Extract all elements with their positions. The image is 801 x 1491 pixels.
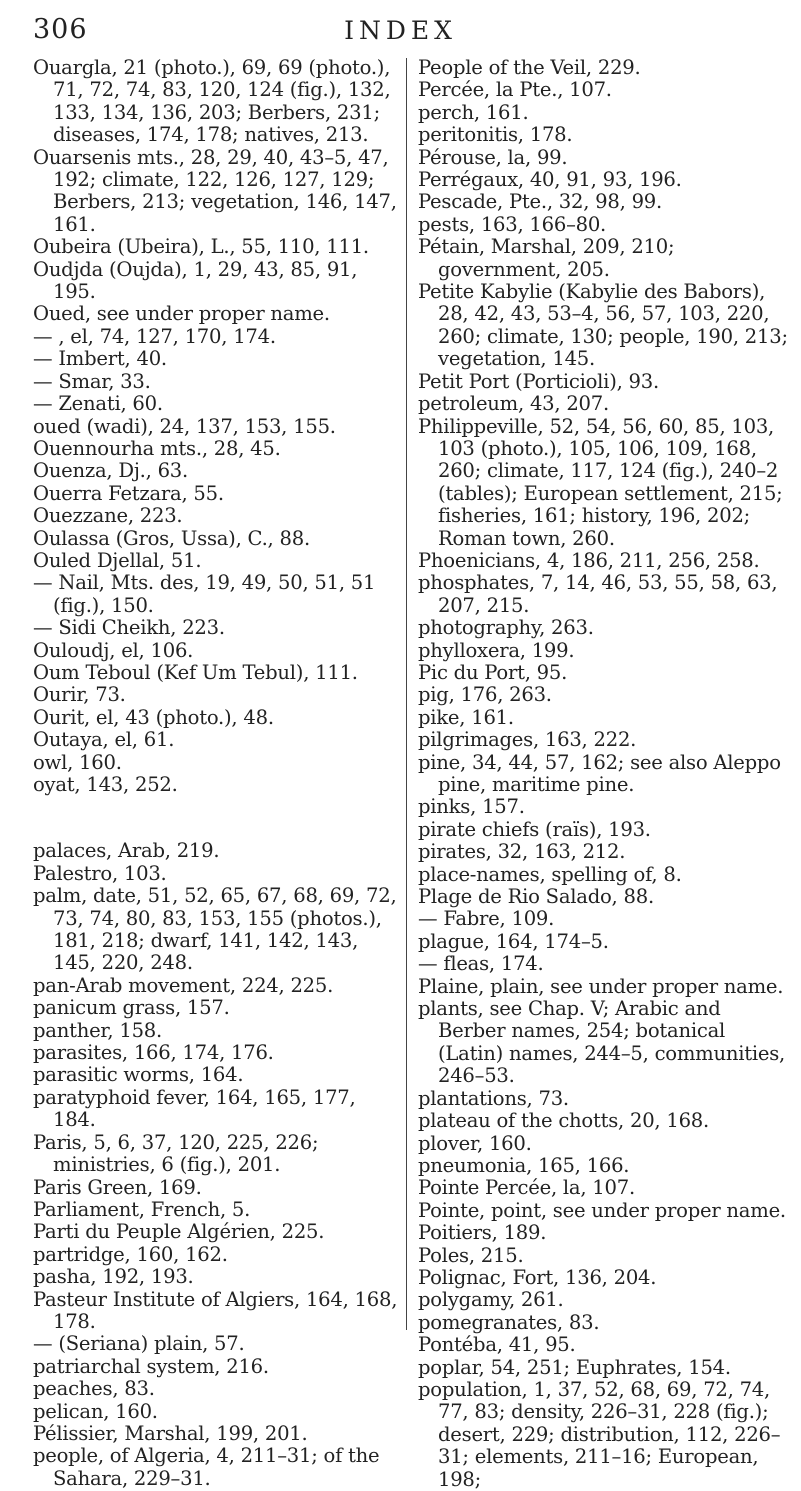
index-entry: Oudjda (Oujda), 1, 29, 43, 85, 91, 195.	[33, 257, 358, 304]
column-divider	[406, 58, 407, 1330]
index-entry: Petit Port (Porticioli), 93.	[418, 369, 659, 393]
index-entry: Poles, 215.	[418, 1243, 524, 1267]
index-entry: — Nail, Mts. des, 19, 49, 50, 51, 51 (fig.), 150.	[33, 571, 376, 617]
index-entry: Ouarsenis mts., 28, 29, 40, 43–5, 47, 192; climate, 122, 126, 127, 129; Berbers, 213; vegetation, 146, 147, 161.	[33, 145, 397, 236]
index-entry: people, of Algeria, 4, 211–31; of the Sahara, 229–31.	[33, 1444, 380, 1490]
index-entry: panther, 158.	[33, 1018, 162, 1042]
index-entry: Parliament, French, 5.	[33, 1197, 251, 1221]
index-entry: plague, 164, 174–5.	[418, 929, 609, 953]
index-entry: Plage de Rio Salado, 88.	[418, 885, 654, 909]
index-entry: Ouloudj, el, 106.	[33, 638, 194, 662]
index-entry: photography, 263.	[418, 616, 594, 640]
index-entry: place-names, spelling of, 8.	[418, 862, 682, 886]
index-entry: Percée, la Pte., 107.	[418, 78, 612, 102]
index-entry: palaces, Arab, 219.	[33, 839, 220, 863]
index-entry: — Sidi Cheikh, 223.	[33, 616, 225, 640]
index-entry: Paris Green, 169.	[33, 1175, 202, 1199]
index-entry: plateau of the chotts, 20, 168.	[418, 1109, 709, 1133]
index-entry: Ourir, 73.	[33, 683, 126, 707]
index-entry: People of the Veil, 229.	[418, 56, 641, 79]
index-entry: pirate chiefs (raïs), 193.	[418, 817, 651, 841]
index-entry: Pointe Percée, la, 107.	[418, 1176, 635, 1200]
index-entry: Outaya, el, 61.	[33, 728, 175, 752]
index-column-right	[418, 57, 790, 1491]
index-entry: Pescade, Pte., 32, 98, 99.	[418, 190, 662, 214]
index-entry: plants, see Chap. V; Arabic and Berber names, 254; botanical (Latin) names, 244–5, communities, 246–53.	[418, 997, 786, 1088]
index-entry: petroleum, 43, 207.	[418, 392, 609, 416]
index-entry: Perrégaux, 40, 91, 93, 196.	[418, 168, 682, 192]
index-entry: Paris, 5, 6, 37, 120, 225, 226; ministries, 6 (fig.), 201.	[33, 1130, 319, 1177]
index-entry: paratyphoid fever, 164, 165, 177, 184.	[33, 1085, 356, 1132]
index-entry: — Smar, 33.	[33, 369, 151, 393]
index-entry: pike, 161.	[418, 705, 514, 729]
index-entry: Oum Teboul (Kef Um Tebul), 111.	[33, 660, 358, 684]
index-entry: Philippeville, 52, 54, 56, 60, 85, 103, 103 (photo.), 105, 106, 109, 168, 260; climate, 117, 124 (fig.), 240–2 (tables); European settlement, 215; fisheries, 161; history, 196, 202; Roman town, 260.	[418, 414, 783, 550]
index-entry: — Fabre, 109.	[418, 907, 555, 931]
index-entry: population, 1, 37, 52, 68, 69, 72, 74, 77, 83; density, 226–31, 228 (fig.); desert, 229; distribution, 112, 226–31; elements, 211–16; European, 198;	[418, 1377, 781, 1491]
index-entry: partridge, 160, 162.	[33, 1242, 228, 1266]
index-entry: Ourit, el, 43 (photo.), 48.	[33, 705, 274, 729]
index-entry: Polignac, Fort, 136, 204.	[418, 1265, 657, 1289]
index-entry: pasha, 192, 193.	[33, 1265, 194, 1289]
index-entry: Ouargla, 21 (photo.), 69, 69 (photo.), 71, 72, 74, 83, 120, 124 (fig.), 132, 133, 134, 136, 203; Berbers, 231; diseases, 174, 178; natives, 213.	[33, 56, 391, 147]
index-entry: Palestro, 103.	[33, 861, 167, 885]
index-entry: peritonitis, 178.	[418, 123, 573, 147]
index-entry: Ouerra Fetzara, 55.	[33, 481, 224, 505]
index-entry: parasites, 166, 174, 176.	[33, 1041, 274, 1065]
index-entry: Ouenza, Dj., 63.	[33, 459, 188, 483]
index-entry: Pontéba, 41, 95.	[418, 1333, 576, 1357]
index-column-left	[33, 57, 398, 1490]
section-gap	[33, 796, 398, 840]
page-number: 306	[33, 14, 88, 45]
index-entry: plover, 160.	[418, 1131, 532, 1155]
index-entry: Phoenicians, 4, 186, 211, 256, 258.	[418, 548, 760, 572]
index-entry: Petite Kabylie (Kabylie des Babors), 28, 42, 43, 53–4, 56, 57, 103, 220, 260; climate, 130; people, 190, 213; vegetation, 145.	[418, 280, 788, 371]
index-entry: panicum grass, 157.	[33, 996, 230, 1020]
index-entry: Poitiers, 189.	[418, 1221, 547, 1245]
index-entry: — , el, 74, 127, 170, 174.	[33, 324, 276, 348]
index-entry: oued (wadi), 24, 137, 153, 155.	[33, 414, 336, 438]
index-entry: Pointe, point, see under proper name.	[418, 1198, 786, 1222]
index-entry: phylloxera, 199.	[418, 638, 575, 662]
index-entry: pig, 176, 263.	[418, 683, 552, 707]
index-entry: owl, 160.	[33, 750, 122, 774]
index-entry: Pétain, Marshal, 209, 210; government, 205.	[418, 235, 675, 281]
index-entry: polygamy, 261.	[418, 1288, 564, 1312]
index-entry: pomegranates, 83.	[418, 1310, 600, 1334]
index-entry: Oued, see under proper name.	[33, 302, 330, 326]
index-entry: — Zenati, 60.	[33, 392, 163, 416]
index-entry: — fleas, 174.	[418, 952, 544, 976]
index-entry: Ouennourha mts., 28, 45.	[33, 436, 281, 460]
index-entry: Oulassa (Gros, Ussa), C., 88.	[33, 526, 310, 550]
index-entry: pinks, 157.	[418, 795, 525, 819]
index-entry: Oubeira (Ubeira), L., 55, 110, 111.	[33, 235, 369, 259]
index-entry: Pasteur Institute of Algiers, 164, 168, 178.	[33, 1287, 398, 1333]
index-entry: Ouezzane, 223.	[33, 504, 183, 528]
index-entry: pirates, 32, 163, 212.	[418, 840, 626, 864]
index-entry: pine, 34, 44, 57, 162; see also Aleppo pine, maritime pine.	[418, 750, 781, 796]
index-entry: — Imbert, 40.	[33, 347, 167, 371]
index-entry: peaches, 83.	[33, 1377, 155, 1401]
index-entry: pilgrimages, 163, 222.	[418, 728, 637, 752]
index-entry: poplar, 54, 251; Euphrates, 154.	[418, 1355, 731, 1379]
index-entry: pan-Arab movement, 224, 225.	[33, 973, 334, 997]
index-entry: plantations, 73.	[418, 1086, 569, 1110]
index-entry: patriarchal system, 216.	[33, 1354, 269, 1378]
index-entry: Pérouse, la, 99.	[418, 145, 568, 169]
index-entry: pelican, 160.	[33, 1399, 158, 1423]
running-title: INDEX	[344, 16, 457, 45]
index-entry: Pélissier, Marshal, 199, 201.	[33, 1421, 308, 1445]
index-entry: parasitic worms, 164.	[33, 1063, 244, 1087]
index-entry: Parti du Peuple Algérien, 225.	[33, 1220, 325, 1244]
index-entry: pneumonia, 165, 166.	[418, 1153, 630, 1177]
index-entry: Ouled Djellal, 51.	[33, 548, 202, 572]
index-entry: palm, date, 51, 52, 65, 67, 68, 69, 72, 73, 74, 80, 83, 153, 155 (photos.), 181, 218; dwarf, 141, 142, 143, 145, 220, 248.	[33, 884, 397, 975]
index-entry: Plaine, plain, see under proper name.	[418, 974, 784, 998]
index-entry: pests, 163, 166–80.	[418, 212, 607, 236]
index-entry: phosphates, 7, 14, 46, 53, 55, 58, 63, 207, 215.	[418, 571, 778, 617]
index-entry: perch, 161.	[418, 100, 529, 124]
index-entry: Pic du Port, 95.	[418, 660, 568, 684]
index-entry: — (Seriana) plain, 57.	[33, 1332, 245, 1356]
index-entry: oyat, 143, 252.	[33, 773, 178, 796]
page-header	[0, 14, 801, 50]
